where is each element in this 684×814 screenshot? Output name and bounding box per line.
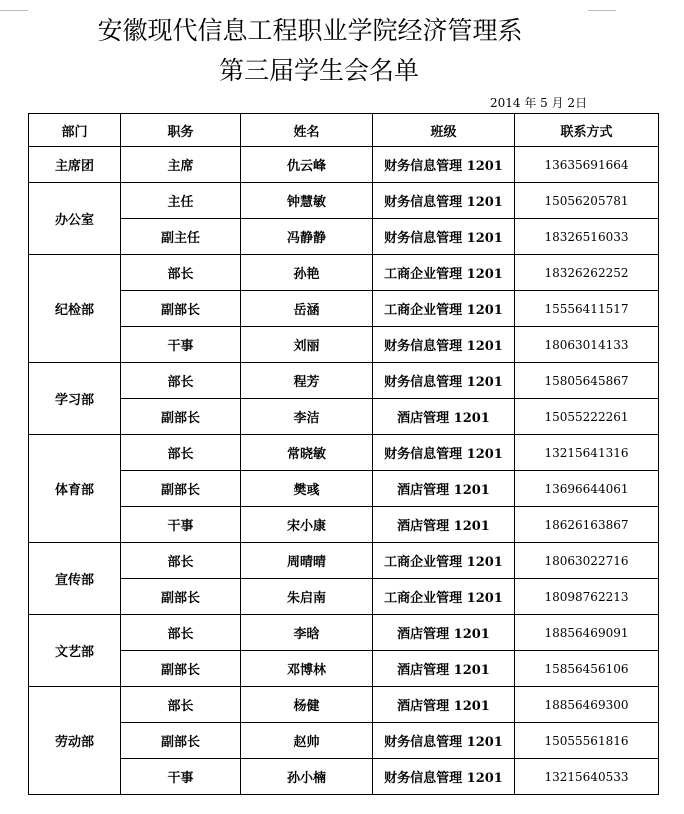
position-cell: 部长 (121, 687, 241, 723)
table-row (29, 363, 659, 399)
phone-cell: 18626163867 (515, 507, 659, 543)
class-cell: 酒店管理 1201 (373, 399, 515, 435)
table-row (29, 507, 659, 543)
position-cell: 干事 (121, 507, 241, 543)
class-cell: 财务信息管理 1201 (373, 363, 515, 399)
class-cell: 酒店管理 1201 (373, 615, 515, 651)
table-row (29, 579, 659, 615)
department-cell: 学习部 (29, 363, 121, 435)
student-union-roster-table (28, 113, 659, 795)
position-cell: 副部长 (121, 723, 241, 759)
table-row (29, 723, 659, 759)
member-name-cell: 孙艳 (241, 255, 373, 291)
department-cell: 宣传部 (29, 543, 121, 615)
document-subtitle: 第三届学生会名单 (218, 56, 419, 85)
phone-cell: 18326262252 (515, 255, 659, 291)
phone-cell: 18856469300 (515, 687, 659, 723)
page-corner-mark-left (0, 10, 28, 11)
table-row (29, 615, 659, 651)
member-name-cell: 周晴晴 (241, 543, 373, 579)
document-title: 安徽现代信息工程职业学院经济管理系 (97, 16, 523, 45)
department-cell: 主席团 (29, 147, 121, 183)
member-name-cell: 钟慧敏 (241, 183, 373, 219)
position-cell: 部长 (121, 435, 241, 471)
class-cell: 财务信息管理 1201 (373, 327, 515, 363)
class-cell: 财务信息管理 1201 (373, 219, 515, 255)
member-name-cell: 宋小康 (241, 507, 373, 543)
class-cell: 财务信息管理 1201 (373, 147, 515, 183)
phone-cell: 18856469091 (515, 615, 659, 651)
class-cell: 工商企业管理 1201 (373, 255, 515, 291)
position-cell: 主任 (121, 183, 241, 219)
phone-cell: 13696644061 (515, 471, 659, 507)
member-name-cell: 樊彧 (241, 471, 373, 507)
document-date: 2014 年 5 月 2日 (490, 96, 588, 110)
class-cell: 酒店管理 1201 (373, 471, 515, 507)
class-cell: 财务信息管理 1201 (373, 435, 515, 471)
member-name-cell: 仇云峰 (241, 147, 373, 183)
phone-cell: 18098762213 (515, 579, 659, 615)
phone-cell: 15556411517 (515, 291, 659, 327)
header-department: 部门 (29, 114, 121, 147)
class-cell: 工商企业管理 1201 (373, 291, 515, 327)
department-cell: 办公室 (29, 183, 121, 255)
phone-cell: 13215641316 (515, 435, 659, 471)
table-row (29, 651, 659, 687)
phone-cell: 18063022716 (515, 543, 659, 579)
table-row (29, 219, 659, 255)
header-name: 姓名 (241, 114, 373, 147)
header-class: 班级 (373, 114, 515, 147)
class-cell: 财务信息管理 1201 (373, 759, 515, 795)
class-cell: 酒店管理 1201 (373, 507, 515, 543)
position-cell: 部长 (121, 615, 241, 651)
position-cell: 副主任 (121, 219, 241, 255)
member-name-cell: 孙小楠 (241, 759, 373, 795)
table-row (29, 471, 659, 507)
position-cell: 干事 (121, 759, 241, 795)
table-row (29, 399, 659, 435)
department-cell: 纪检部 (29, 255, 121, 363)
member-name-cell: 程芳 (241, 363, 373, 399)
member-name-cell: 常晓敏 (241, 435, 373, 471)
department-cell: 劳动部 (29, 687, 121, 795)
member-name-cell: 邓博林 (241, 651, 373, 687)
table-row (29, 435, 659, 471)
class-cell: 酒店管理 1201 (373, 651, 515, 687)
position-cell: 部长 (121, 363, 241, 399)
class-cell: 财务信息管理 1201 (373, 723, 515, 759)
table-row (29, 759, 659, 795)
class-cell: 工商企业管理 1201 (373, 543, 515, 579)
page-corner-mark-right (588, 10, 616, 11)
table-row (29, 255, 659, 291)
position-cell: 副部长 (121, 291, 241, 327)
position-cell: 部长 (121, 543, 241, 579)
position-cell: 副部长 (121, 399, 241, 435)
table-row (29, 543, 659, 579)
header-contact: 联系方式 (515, 114, 659, 147)
member-name-cell: 赵帅 (241, 723, 373, 759)
member-name-cell: 冯静静 (241, 219, 373, 255)
class-cell: 工商企业管理 1201 (373, 579, 515, 615)
table-row (29, 291, 659, 327)
header-position: 职务 (121, 114, 241, 147)
phone-cell: 15056205781 (515, 183, 659, 219)
position-cell: 副部长 (121, 471, 241, 507)
table-header-row (29, 114, 659, 147)
phone-cell: 15856456106 (515, 651, 659, 687)
table-row (29, 183, 659, 219)
member-name-cell: 刘丽 (241, 327, 373, 363)
position-cell: 副部长 (121, 651, 241, 687)
department-cell: 文艺部 (29, 615, 121, 687)
table-body (29, 147, 659, 795)
phone-cell: 18063014133 (515, 327, 659, 363)
position-cell: 干事 (121, 327, 241, 363)
member-name-cell: 李晗 (241, 615, 373, 651)
phone-cell: 15055561816 (515, 723, 659, 759)
member-name-cell: 朱启南 (241, 579, 373, 615)
table-row (29, 147, 659, 183)
member-name-cell: 李洁 (241, 399, 373, 435)
class-cell: 酒店管理 1201 (373, 687, 515, 723)
position-cell: 主席 (121, 147, 241, 183)
phone-cell: 15805645867 (515, 363, 659, 399)
phone-cell: 18326516033 (515, 219, 659, 255)
member-name-cell: 岳涵 (241, 291, 373, 327)
member-name-cell: 杨健 (241, 687, 373, 723)
phone-cell: 13215640533 (515, 759, 659, 795)
table-row (29, 327, 659, 363)
phone-cell: 15055222261 (515, 399, 659, 435)
department-cell: 体育部 (29, 435, 121, 543)
position-cell: 部长 (121, 255, 241, 291)
class-cell: 财务信息管理 1201 (373, 183, 515, 219)
phone-cell: 13635691664 (515, 147, 659, 183)
table-row (29, 687, 659, 723)
position-cell: 副部长 (121, 579, 241, 615)
